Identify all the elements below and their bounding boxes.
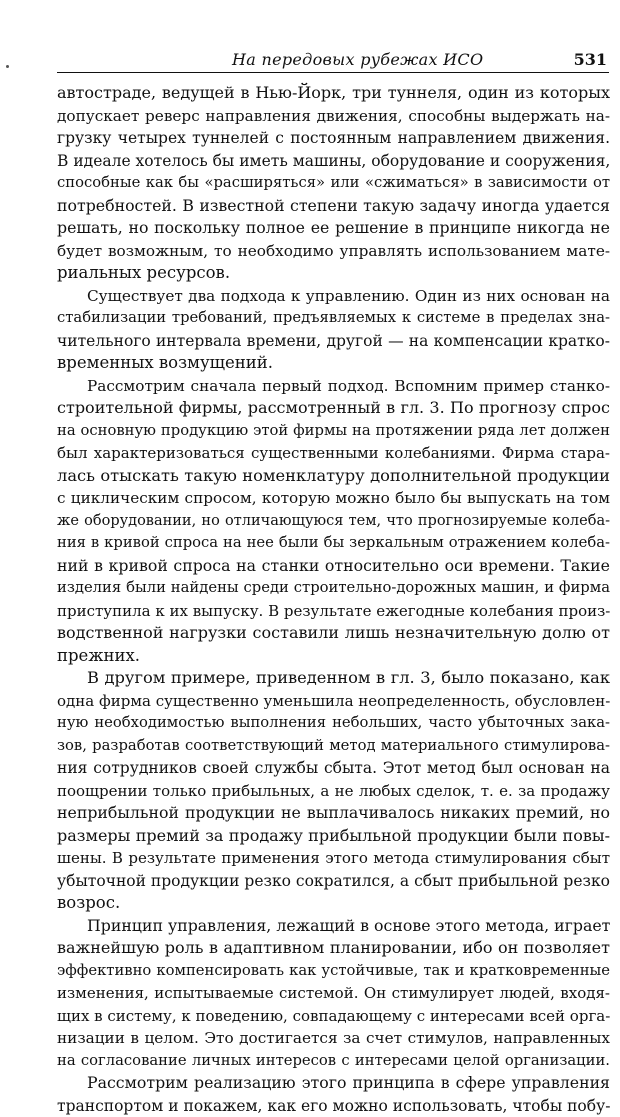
text-line: чительного интервала времени, другой — на компенсации кратко-: [57, 330, 610, 353]
text-line: ний в кривой спроса на станки относительно оси времени. Такие: [57, 555, 610, 578]
text-line: грузку четырех туннелей с постоянным направлением движения.: [57, 127, 610, 150]
text-line: изменения, испытываемые системой. Он стимулирует людей, входя-: [57, 982, 610, 1005]
margin-mark: [6, 65, 9, 68]
text-line: эффективно компенсировать как устойчивые, так и кратковременные: [57, 960, 610, 983]
running-header: [57, 50, 609, 73]
text-line: водственной нагрузки составили лишь незначительную долю от: [57, 622, 610, 645]
text-line: потребностей. В известной степени такую задачу иногда удается: [57, 195, 610, 218]
text-line: лась отыскать такую номенклатуру дополнительной продукции: [57, 465, 610, 488]
text-line: на согласование личных интересов с интересами целой организации.: [57, 1050, 610, 1073]
text-line: способные как бы «расширяться» или «сжиматься» в зависимости от: [57, 172, 610, 195]
text-line: низации в целом. Это достигается за счет стимулов, направленных: [57, 1027, 610, 1050]
text-line: транспортом и покажем, как его можно использовать, чтобы побу-: [57, 1095, 610, 1117]
text-line: изделия были найдены среди строительно-дорожных машин, и фирма: [57, 577, 610, 600]
text-line: важнейшую роль в адаптивном планировании, ибо он позволяет: [57, 937, 610, 960]
text-line: В другом примере, приведенном в гл. 3, было показано, как: [57, 667, 610, 690]
text-line: Принцип управления, лежащий в основе этого метода, играет: [57, 915, 610, 938]
text-line: Существует два подхода к управлению. Один из них основан на: [57, 285, 610, 308]
text-line: был характеризоваться существенными колебаниями. Фирма стара-: [57, 442, 610, 465]
text-line: зов, разработав соответствующий метод материального стимулирова-: [57, 735, 610, 758]
text-line: ния сотрудников своей службы сбыта. Этот метод был основан на: [57, 757, 610, 780]
text-line: неприбыльной продукции не выплачивалось никаких премий, но: [57, 802, 610, 825]
page-number: 531: [574, 50, 607, 69]
text-line: будет возможным, то необходимо управлять использованием мате-: [57, 240, 610, 263]
text-line: ную необходимостью выполнения небольших, часто убыточных зака-: [57, 712, 610, 735]
text-line: риальных ресурсов.: [57, 262, 610, 285]
body-text: [57, 82, 610, 1117]
text-line: решать, но поскольку полное ее решение в принципе никогда не: [57, 217, 610, 240]
text-line: убыточной продукции резко сократился, а сбыт прибыльной резко: [57, 870, 610, 893]
text-line: шены. В результате применения этого метода стимулирования сбыт: [57, 847, 610, 870]
text-line: приступила к их выпуску. В результате ежегодные колебания произ-: [57, 600, 610, 623]
text-line: автостраде, ведущей в Нью-Йорк, три туннеля, один из которых: [57, 82, 610, 105]
text-line: Рассмотрим реализацию этого принципа в сфере управления: [57, 1072, 610, 1095]
text-line: поощрении только прибыльных, а не любых сделок, т. е. за продажу: [57, 780, 610, 803]
text-line: ния в кривой спроса на нее были бы зеркальным отражением колеба-: [57, 532, 610, 555]
text-line: временных возмущений.: [57, 352, 610, 375]
text-line: же оборудовании, но отличающуюся тем, что прогнозируемые колеба-: [57, 510, 610, 533]
text-line: размеры премий за продажу прибыльной продукции были повы-: [57, 825, 610, 848]
text-line: строительной фирмы, рассмотренный в гл. 3. По прогнозу спрос: [57, 397, 610, 420]
text-line: щих в систему, к поведению, совпадающему с интересами всей орга-: [57, 1005, 610, 1028]
text-line: Рассмотрим сначала первый подход. Вспомним пример станко-: [57, 375, 610, 398]
text-line: возрос.: [57, 892, 610, 915]
text-line: стабилизации требований, предъявляемых к системе в пределах зна-: [57, 307, 610, 330]
running-title: На передовых рубежах ИСО: [232, 50, 483, 69]
text-line: на основную продукцию этой фирмы на протяжении ряда лет должен: [57, 420, 610, 443]
text-line: одна фирма существенно уменьшила неопределенность, обусловлен-: [57, 690, 610, 713]
text-line: прежних.: [57, 645, 610, 668]
text-line: с циклическим спросом, которую можно было бы выпускать на том: [57, 487, 610, 510]
text-line: допускает реверс направления движения, способны выдержать на-: [57, 105, 610, 128]
text-line: В идеале хотелось бы иметь машины, оборудование и сооружения,: [57, 150, 610, 173]
